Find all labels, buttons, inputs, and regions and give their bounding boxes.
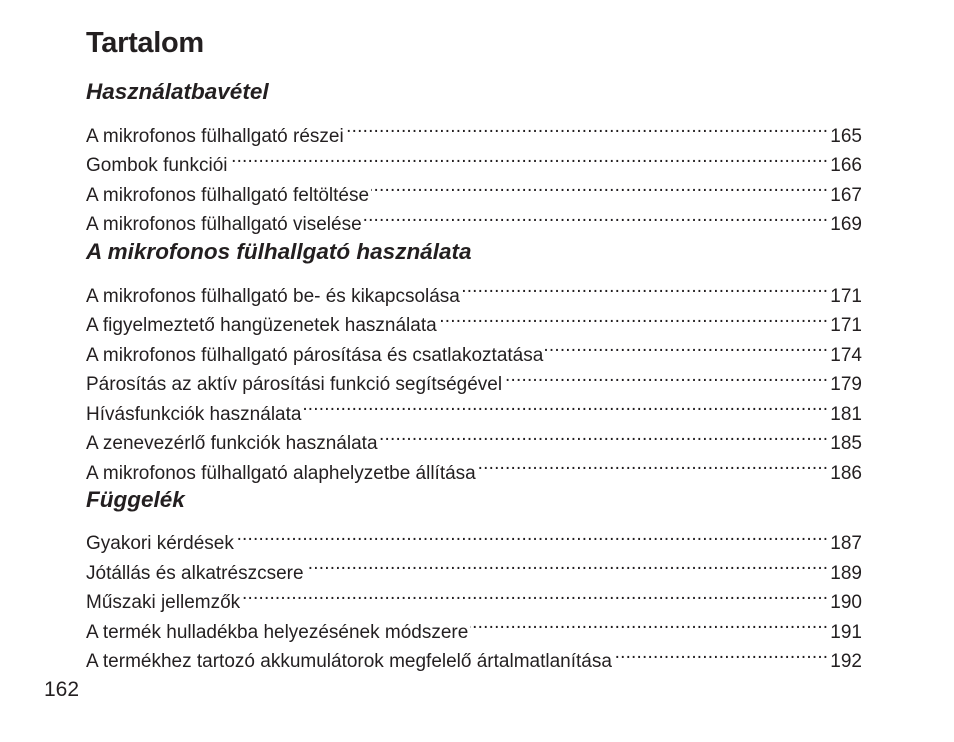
toc-section-hasznalatbavetel — [86, 78, 862, 235]
dot-leader — [242, 579, 828, 609]
dot-leader — [462, 272, 828, 302]
dot-leader — [470, 608, 828, 638]
toc-entry-label: Műszaki jellemzők — [86, 592, 241, 613]
toc-entry-label: A mikrofonos fülhallgató részei — [86, 125, 344, 147]
dot-leader — [236, 520, 828, 550]
toc-entry-label: Gombok funkciói — [86, 155, 228, 176]
toc-entry-page: 179 — [830, 374, 862, 395]
toc-entry-page: 171 — [830, 315, 862, 336]
toc-entry-page: 186 — [830, 462, 862, 484]
toc-entry-page: 167 — [830, 184, 862, 206]
page-title: Tartalom — [86, 27, 204, 59]
section-heading: A mikrofonos fülhallgató használata — [86, 239, 472, 264]
toc-entry-label: A figyelmeztető hangüzenetek használata — [86, 315, 437, 336]
toc-entry-page: 190 — [830, 592, 862, 613]
dot-leader — [614, 638, 828, 668]
toc-entry-label: A mikrofonos fülhallgató viselése — [86, 214, 362, 235]
toc-entry-page: 165 — [830, 125, 862, 147]
page-number: 162 — [44, 678, 80, 701]
dot-leader — [439, 302, 829, 332]
toc-entry-page: 181 — [830, 403, 862, 425]
toc-section-hasznalata — [86, 238, 862, 484]
toc-entry-label: Párosítás az aktív párosítási funkció segítségével — [86, 374, 503, 395]
toc-section-fuggelek — [86, 486, 862, 672]
toc-entry-page: 189 — [830, 562, 862, 584]
toc-entry-label: A mikrofonos fülhallgató alaphelyzetbe állítása — [86, 462, 476, 484]
dot-leader — [504, 361, 828, 391]
toc-entry-page: 192 — [830, 651, 862, 672]
dot-leader — [346, 112, 829, 142]
toc-entry-label: Hívásfunkciók használata — [86, 403, 302, 425]
table-of-contents — [86, 78, 862, 672]
toc-entry[interactable] — [86, 112, 862, 147]
toc-entry-page: 166 — [830, 155, 862, 176]
dot-leader — [545, 331, 828, 361]
toc-entry-label: Gyakori kérdések — [86, 533, 234, 554]
toc-entry-page: 174 — [830, 344, 862, 366]
toc-entry-page: 185 — [830, 433, 862, 454]
section-heading: Függelék — [86, 486, 185, 512]
toc-entry-label: A mikrofonos fülhallgató be- és kikapcsolása — [86, 285, 460, 307]
toc-entry-label: A termékhez tartozó akkumulátorok megfelelő ártalmatlanítása — [86, 651, 612, 672]
dot-leader — [303, 390, 828, 420]
toc-entry-page: 187 — [830, 533, 862, 554]
toc-entry[interactable] — [86, 272, 862, 307]
toc-entry-page: 191 — [830, 621, 862, 643]
dot-leader — [478, 449, 829, 479]
toc-entry-label: A termék hulladékba helyezésének módszere — [86, 621, 469, 643]
toc-entry-label: A zenevezérlő funkciók használata — [86, 433, 378, 454]
dot-leader — [380, 420, 829, 450]
toc-entry-label: A mikrofonos fülhallgató párosítása és csatlakoztatása — [86, 344, 544, 366]
dot-leader — [306, 549, 829, 579]
dot-leader — [364, 201, 829, 231]
toc-entry[interactable] — [86, 520, 862, 554]
toc-entry-label: A mikrofonos fülhallgató feltöltése — [86, 184, 370, 206]
toc-entry-label: Jótállás és alkatrészcsere — [86, 562, 304, 584]
dot-leader — [230, 142, 829, 172]
toc-entry-page: 169 — [830, 214, 862, 235]
toc-entry-page: 171 — [830, 285, 862, 307]
dot-leader — [371, 171, 828, 201]
section-heading: Használatbavétel — [86, 79, 269, 104]
